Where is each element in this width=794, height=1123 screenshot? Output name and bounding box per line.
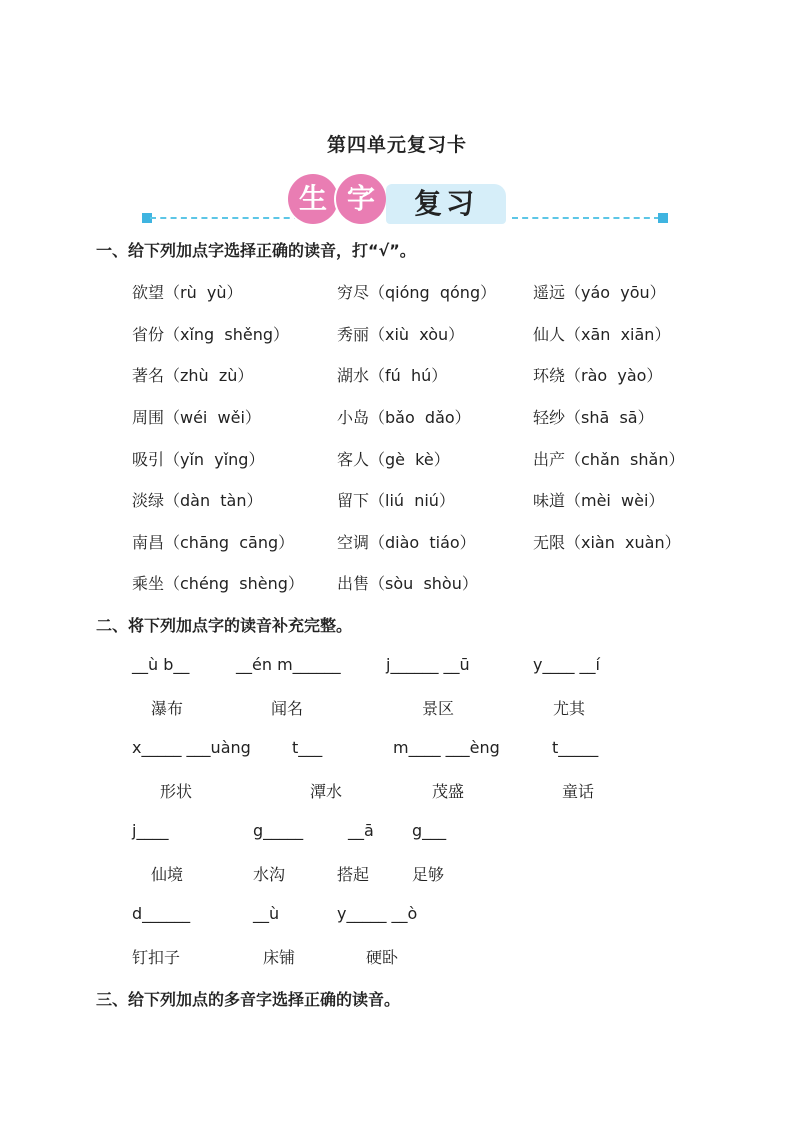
s1-row: [0, 488, 794, 512]
pinyin-blank[interactable]: j______ __ū: [386, 655, 470, 674]
s1-row: [0, 530, 794, 554]
s1-item: 秀丽（xiù xòu）: [337, 325, 465, 344]
pinyin-blank[interactable]: g_____: [253, 821, 304, 840]
s1-item: 著名（zhù zù）: [132, 366, 254, 385]
banner-tag: 复习: [386, 184, 506, 224]
word: 茂盛: [432, 782, 465, 801]
s1-item: 湖水（fú hú）: [337, 366, 448, 385]
banner-dash-left: [150, 217, 300, 219]
s1-item: 吸引（yǐn yǐng）: [132, 450, 265, 469]
word: 瀑布: [151, 699, 184, 718]
s1-row: [0, 363, 794, 387]
s1-item: 南昌（chāng cāng）: [132, 533, 295, 552]
banner-circle-1: 生: [288, 174, 338, 224]
s1-item: 客人（gè kè）: [337, 450, 450, 469]
pinyin-blank[interactable]: t___: [292, 738, 323, 757]
s2-word-row: [0, 945, 794, 969]
word: 水沟: [253, 865, 286, 884]
word: 足够: [412, 865, 445, 884]
s2-word-row: [0, 696, 794, 720]
s1-item: 留下（liú niú）: [337, 491, 455, 510]
section-1-heading: 一、给下列加点字选择正确的读音，打“√”。: [96, 241, 416, 260]
s1-item: 穷尽（qióng qóng）: [337, 283, 497, 302]
word: 尤其: [553, 699, 586, 718]
s2-word-row: [0, 862, 794, 886]
word: 形状: [160, 782, 193, 801]
s1-row: [0, 322, 794, 346]
pinyin-blank[interactable]: __ù: [253, 904, 280, 923]
s2-word-row: [0, 779, 794, 803]
s1-item: 乘坐（chéng shèng）: [132, 574, 304, 593]
pinyin-blank[interactable]: __ù b__: [132, 655, 190, 674]
pinyin-blank[interactable]: x_____ ___uàng: [132, 738, 251, 757]
s2-pinyin-row: [0, 655, 794, 679]
pinyin-blank[interactable]: t_____: [552, 738, 599, 757]
s1-row: [0, 280, 794, 304]
s1-item: 环绕（rào yào）: [533, 366, 663, 385]
pinyin-blank[interactable]: __én m______: [236, 655, 341, 674]
word: 搭起: [337, 865, 370, 884]
page-title: 第四单元复习卡: [326, 134, 467, 156]
s2-pinyin-row: [0, 904, 794, 928]
s2-pinyin-row: [0, 821, 794, 845]
word: 潭水: [310, 782, 343, 801]
s1-item: 空调（diào tiáo）: [337, 533, 476, 552]
pinyin-blank[interactable]: g___: [412, 821, 447, 840]
banner-dash-right: [512, 217, 660, 219]
s1-item: 仙人（xān xiān）: [533, 325, 671, 344]
s1-item: 轻纱（shā sā）: [533, 408, 654, 427]
pinyin-blank[interactable]: d______: [132, 904, 191, 923]
s1-item: 小岛（bǎo dǎo）: [337, 408, 471, 427]
section-2-heading: 二、将下列加点字的读音补充完整。: [96, 616, 353, 635]
s1-row: [0, 405, 794, 429]
s1-row: [0, 447, 794, 471]
word: 钉扣子: [132, 948, 181, 967]
word: 闻名: [271, 699, 304, 718]
s1-item: 出售（sòu shòu）: [337, 574, 478, 593]
pinyin-blank[interactable]: y____ __í: [533, 655, 600, 674]
s1-item: 淡绿（dàn tàn）: [132, 491, 263, 510]
s1-item: 欲望（rù yù）: [132, 283, 243, 302]
s1-item: 遥远（yáo yōu）: [533, 283, 666, 302]
word: 硬卧: [366, 948, 399, 967]
banner-square-right: [658, 213, 668, 223]
pinyin-blank[interactable]: m____ ___èng: [393, 738, 500, 757]
s2-pinyin-row: [0, 738, 794, 762]
pinyin-blank[interactable]: j____: [132, 821, 169, 840]
word: 景区: [422, 699, 455, 718]
banner-circle-2: 字: [336, 174, 386, 224]
s1-item: 味道（mèi wèi）: [533, 491, 665, 510]
pinyin-blank[interactable]: y_____ __ò: [337, 904, 418, 923]
s1-item: 省份（xǐng shěng）: [132, 325, 290, 344]
s1-row: [0, 571, 794, 595]
word: 仙境: [151, 865, 184, 884]
s1-item: 出产（chǎn shǎn）: [533, 450, 685, 469]
s1-item: 周围（wéi wěi）: [132, 408, 261, 427]
word: 床铺: [263, 948, 296, 967]
word: 童话: [562, 782, 595, 801]
section-banner: [140, 174, 670, 230]
section-3-heading: 三、给下列加点的多音字选择正确的读音。: [96, 990, 401, 1009]
s1-item: 无限（xiàn xuàn）: [533, 533, 681, 552]
pinyin-blank[interactable]: __ā: [348, 821, 374, 840]
